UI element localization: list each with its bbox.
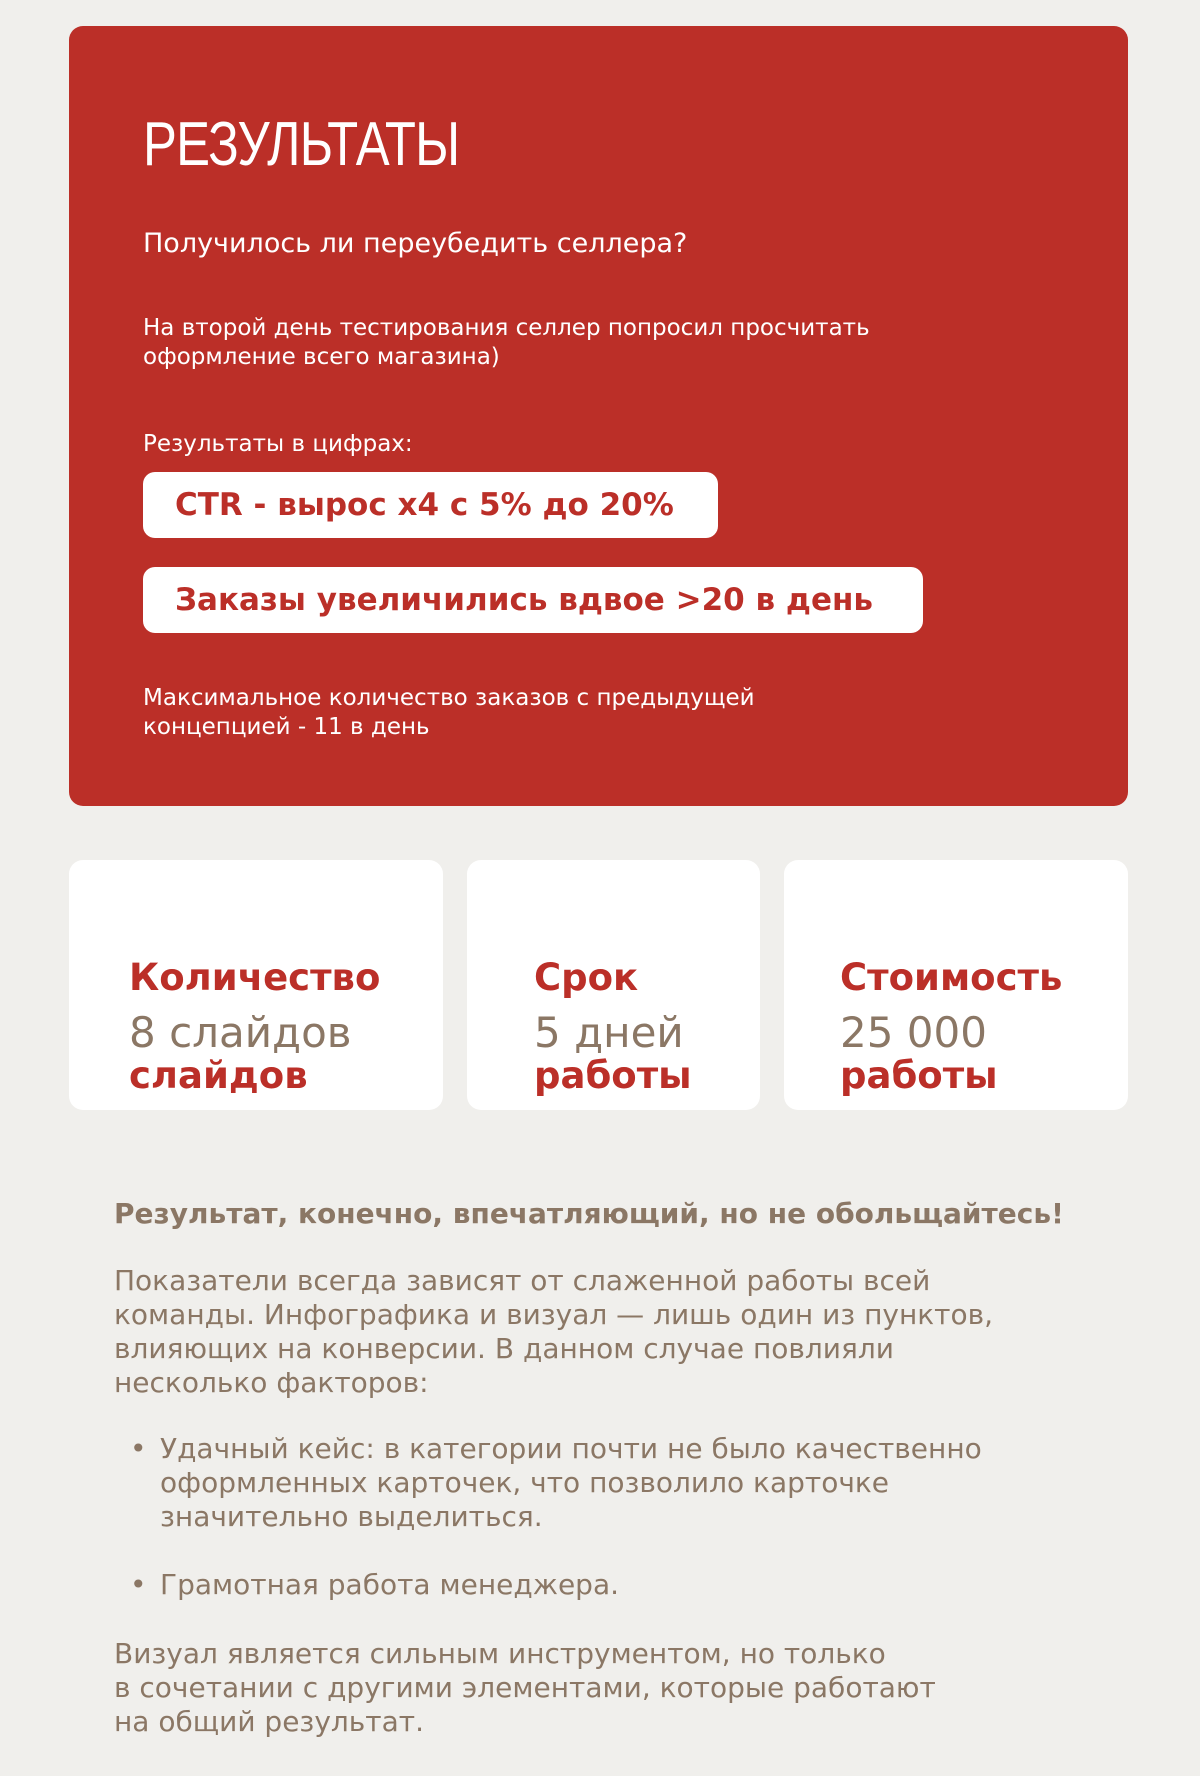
list-item-line: значительно выделиться. [160,1500,543,1533]
results-title: РЕЗУЛЬТАТЫ [143,110,460,179]
conclusion-paragraph-line: Показатели всегда зависят от слаженной работы всей [114,1264,931,1297]
stat-label-line: Стоимость [840,956,1063,999]
stat-card-duration [467,860,760,1110]
conclusion-paragraph-line: несколько факторов: [114,1366,429,1399]
results-paragraph [143,314,1043,372]
results-card [69,26,1128,806]
stat-card-cost [784,860,1128,1110]
list-item [114,1432,1094,1534]
conclusion-lead: Результат, конечно, впечатляющий, но не обольщайтесь! [114,1197,1064,1230]
conclusion-closing-line: на общий результат. [114,1705,424,1738]
stat-label-line: Срок [534,956,639,999]
results-note [143,684,943,742]
stat-value: 8 слайдов [129,1008,352,1057]
stat-value: 5 дней [534,1008,684,1057]
conclusion-closing-line: в сочетании с другими элементами, которые работают [114,1671,936,1704]
stat-card-slides [69,860,443,1110]
stat-value: 25 000 [840,1008,987,1057]
results-numbers-label: Результаты в цифрах: [143,431,413,457]
bullet-marker: • [130,1568,147,1601]
conclusion-closing-line: Визуал является сильным инструментом, но только [114,1637,886,1670]
factors-list [114,1432,1094,1636]
orders-result-pill: Заказы увеличились вдвое >20 в день [143,567,923,633]
results-subtitle: Получилось ли переубедить селлера? [143,228,688,259]
results-paragraph-line: оформление всего магазина) [143,344,500,370]
conclusion-paragraph-line: команды. Инфографика и визуал — лишь один из пунктов, [114,1298,994,1331]
stat-label-line: Количество [129,956,381,999]
ctr-result-pill: CTR - вырос х4 с 5% до 20% [143,472,718,538]
bullet-marker: • [130,1432,147,1465]
conclusion-paragraph [114,1264,1094,1400]
list-item [114,1568,1094,1602]
results-note-line: Максимальное количество заказов с предыдущей [143,685,755,711]
results-paragraph-line: На второй день тестирования селлер попросил просчитать [143,315,870,341]
stat-label-line: работы [840,1054,998,1097]
stat-label-line: слайдов [129,1054,308,1097]
conclusion-paragraph-line: влияющих на конверсии. В данном случае повлияли [114,1332,894,1365]
list-item-line: Удачный кейс: в категории почти не было качественно [160,1432,982,1465]
stat-label-line: работы [534,1054,692,1097]
list-item-line: оформленных карточек, что позволило карточке [160,1466,890,1499]
results-note-line: концепцией - 11 в день [143,714,430,740]
list-item-line: Грамотная работа менеджера. [160,1568,620,1601]
conclusion-closing [114,1637,1094,1739]
